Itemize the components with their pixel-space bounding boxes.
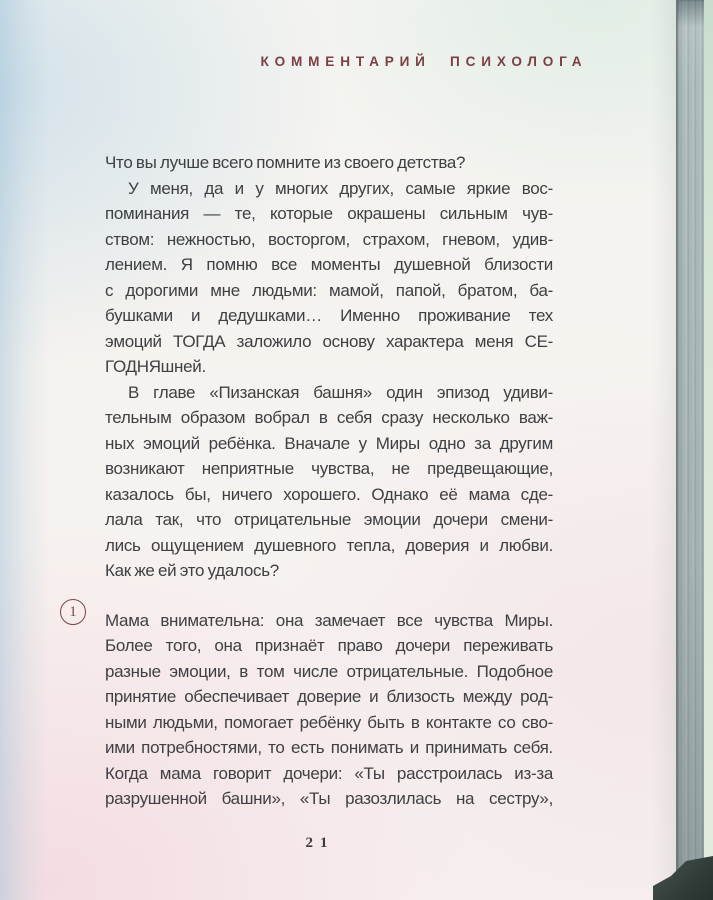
text-line: тельным образом вобрал в себя сразу несколько важ- [105,408,553,427]
text-line: ими потребностями, то есть понимать и принимать себя. [105,738,553,757]
text-line: У меня, да и у многих других, самые яркие вос- [128,178,553,198]
page-number: 21 [305,835,335,851]
paragraph-gap [105,584,553,608]
text-line: ных эмоций ребёнка. Вначале у Миры одно за другим [105,433,553,453]
text-line: бушками и дедушками… Именно проживание тех [105,306,553,325]
paragraph-number-label: 1 [69,603,77,620]
body-text [105,150,553,812]
text-line: казалось бы, ничего хорошего. Однако её мама сде- [105,484,553,504]
text-line: Более того, она признаёт право дочери переживать [105,636,553,655]
text-line: Как же ей это удалось? [105,561,279,580]
paragraph-number-badge [60,599,86,625]
text-line: лением. Я помню все моменты душевной близости [105,255,553,274]
running-head: КОММЕНТАРИЙ ПСИХОЛОГА [260,53,588,69]
text-line: эмоций ТОГДА заложило основу характера меня СЕ- [105,331,553,351]
text-line: лала так, что отрицательные эмоции дочери смени- [105,510,553,529]
text-line: принятие обеспечивает доверие и близость между род- [105,687,553,706]
book-fore-edge [676,0,704,900]
text-line: В главе «Пизанская башня» один эпизод удиви- [128,382,553,402]
text-line: Мама внимательна: она замечает все чувства Миры. [105,610,553,630]
text-line: Когда мама говорит дочери: «Ты расстроилась из-за [105,763,553,783]
text-line: ными людьми, помогает ребёнку быть в контакте со сво- [105,712,553,732]
text-line: с дорогими мне людьми: мамой, папой, братом, ба- [105,280,553,300]
text-line: поминания — те, которые окрашены сильным чув- [105,204,553,223]
text-line: ством: нежностью, восторгом, страхом, гневом, удив- [105,229,553,249]
text-line: лись ощущением душевного тепла, доверия и любви. [105,535,553,555]
text-line: возникают неприятные чувства, не предвещающие, [105,459,553,478]
text-line: ГОДНЯшней. [105,357,206,376]
text-line: Что вы лучше всего помните из своего детства? [105,153,466,172]
text-line: разрушенной башни», «Ты разозлилась на сестру», [105,789,553,808]
text-line: разные эмоции, в том числе отрицательные. Подобное [105,661,553,681]
